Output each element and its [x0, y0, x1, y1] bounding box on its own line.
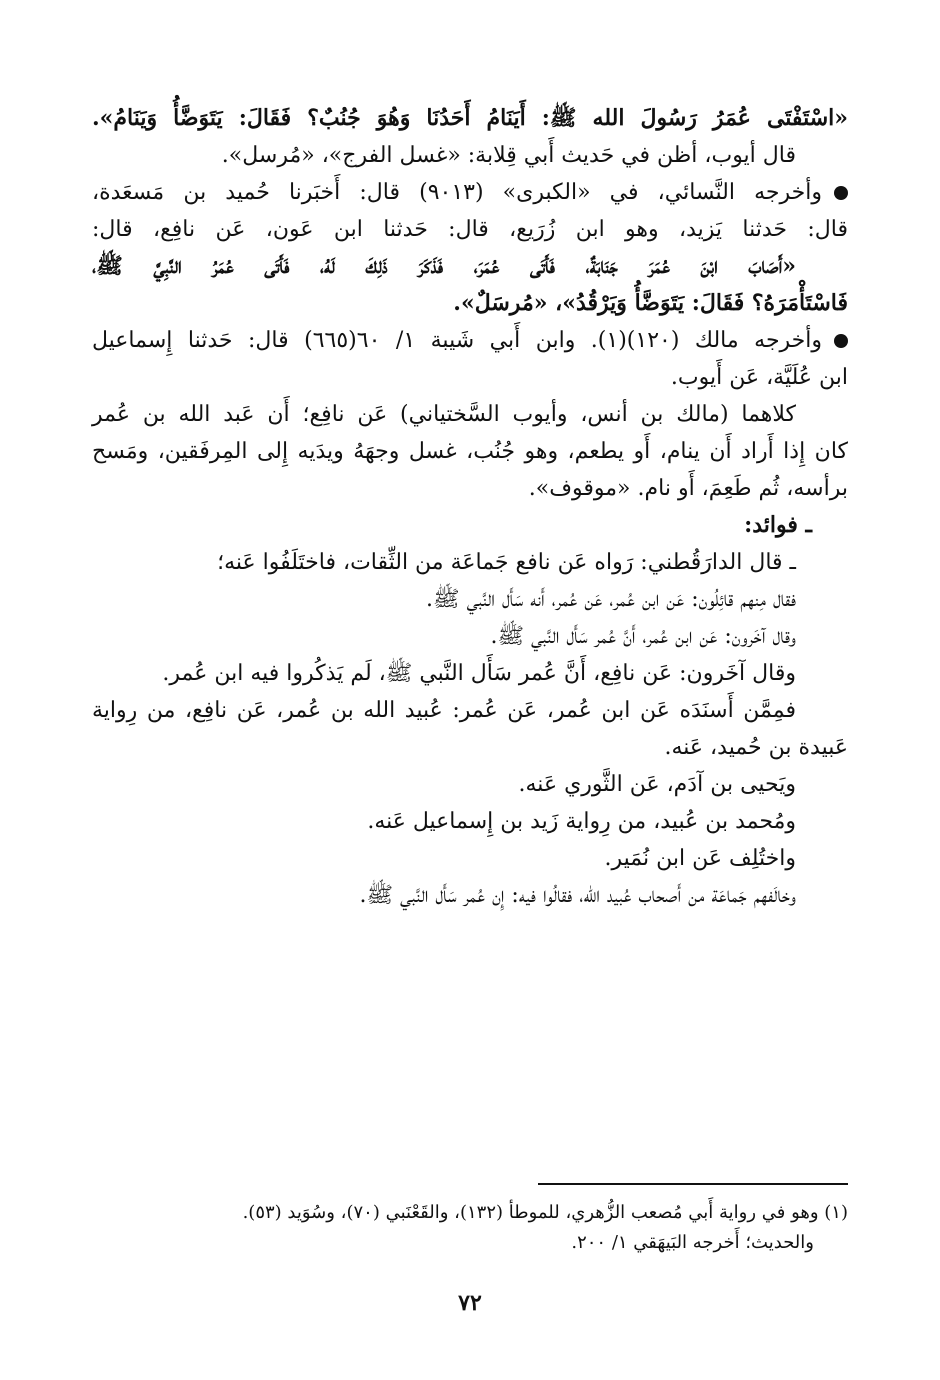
footnote-line: والحديث؛ أَخرجه البَيهَقي ١/ ٢٠٠.: [571, 1232, 814, 1253]
footnote-divider: [538, 1183, 848, 1185]
text-line: ابن عُلَيَّة، عَن أَيوب.: [670, 365, 848, 390]
text-line: فمِمَّن أَسنَدَه عَن ابن عُمر، عَن عُمر: عُبيد الله بن عُمر، عَن نافِع، من رِواية: [92, 698, 796, 723]
text-line: فقال مِنهم قائِلُون: عَن ابن عُمر، عَن عُمر، أَنه سَأَل النَّبي ﷺ.: [426, 587, 796, 612]
text-line: كلاهما (مالك بن أنس، وأيوب السَّختياني) عَن نافِع؛ أَن عَبد الله بن عُمر: [92, 402, 796, 427]
text-line: ـ قال الدارَقُطني: رَواه عَن نافع جَماعَة من الثِّقات، فاختَلَفُوا عَنه؛: [217, 550, 796, 575]
text-line: وقال آخَرون: عَن نافِع، أَنَّ عُمر سَأَل النَّبي ﷺ، لَم يَذكُروا فيه ابن عُمر.: [162, 661, 796, 686]
text-line: واختُلِف عَن ابن نُمَير.: [604, 846, 796, 871]
bullet-icon: [834, 334, 848, 348]
text-line: ومُحمد بن عُبيد، من رِواية زَيد بن إِسماعيل عَنه.: [367, 809, 796, 834]
bullet-icon: [834, 186, 848, 200]
text-line: كان إِذا أَراد أَن ينام، أَو يطعم، وهو جُنُب، غسل وجهَهُ ويدَيه إِلى المِرفَقين، ومَسح: [92, 439, 848, 464]
hadith-quote-line: «أَصَابَ ابْنَ عُمَرَ جَنَابَةٌ، فَأَتَى عُمَرَ، فَذَكَرَ ذَلِكَ لَهُ، فَأَتَى عُمَرُ النَّبِيَّ ﷺ،: [92, 253, 796, 279]
section-heading: ـ فوائد:: [744, 512, 812, 538]
text-line: وقال آخَرون: عَن ابن عُمر، أَنَّ عُمر سَأَل النَّبي ﷺ.: [490, 624, 796, 649]
text-line: قال: حَدثنا يَزيد، وهو ابن زُرَيع، قال: حَدثنا ابن عَون، عَن نافِع، قال:: [92, 217, 848, 242]
text-line: قال أيوب، أظن في حَديث أَبي قِلابة: «غسل الفرج»، «مُرسل».: [221, 143, 796, 168]
text-line: وخالَفهم جَماعَة من أَصحاب عُبيد الله، فقالُوا فيه: إِن عُمر سَأَل النَّبي ﷺ.: [359, 883, 796, 908]
page-body: [92, 100, 848, 1340]
text-line: برأسه، ثُم طَعِمَ، أَو نام. «موقوف».: [528, 476, 848, 501]
text-line: ويَحيى بن آدَم، عَن الثَّوري عَنه.: [518, 772, 796, 797]
page-number: ٧٢: [458, 1290, 482, 1316]
takhrij-line: وأخرجه النَّسائي، في «الكبرى» (٩٠١٣) قال: أَخبَرنا حُميد بن مَسعَدة،: [92, 174, 848, 211]
hadith-quote-line: فَاسْتَأْمَرَهُ؟ فَقَالَ: يَتَوَضَّأُ وَيَرْقُدُ»، «مُرسَلٌ».: [453, 290, 848, 316]
takhrij-line: وأخرجه مالك (١٢٠)(١). وابن أَبي شَيبة ١/ ٦٠(٦٦٥) قال: حَدثنا إِسماعيل: [92, 322, 848, 359]
footnotes: [92, 1198, 848, 1258]
text-line: عَبيدة بن حُميد، عَنه.: [664, 735, 848, 760]
hadith-quote-line: «اسْتَفْتَى عُمَرُ رَسُولَ الله ﷺ: أَيَنَامُ أَحَدُنَا وَهُوَ جُنُبٌ؟ فَقَالَ: يَتَوَضَّأُ وَيَنَامُ».: [92, 105, 848, 131]
footnote-line: (١) وهو في رواية أَبي مُصعب الزُّهري، للموطأ (١٣٢)، والقَعْنَبي (٧٠)، وسُوَيد (٥٣).: [242, 1202, 848, 1223]
